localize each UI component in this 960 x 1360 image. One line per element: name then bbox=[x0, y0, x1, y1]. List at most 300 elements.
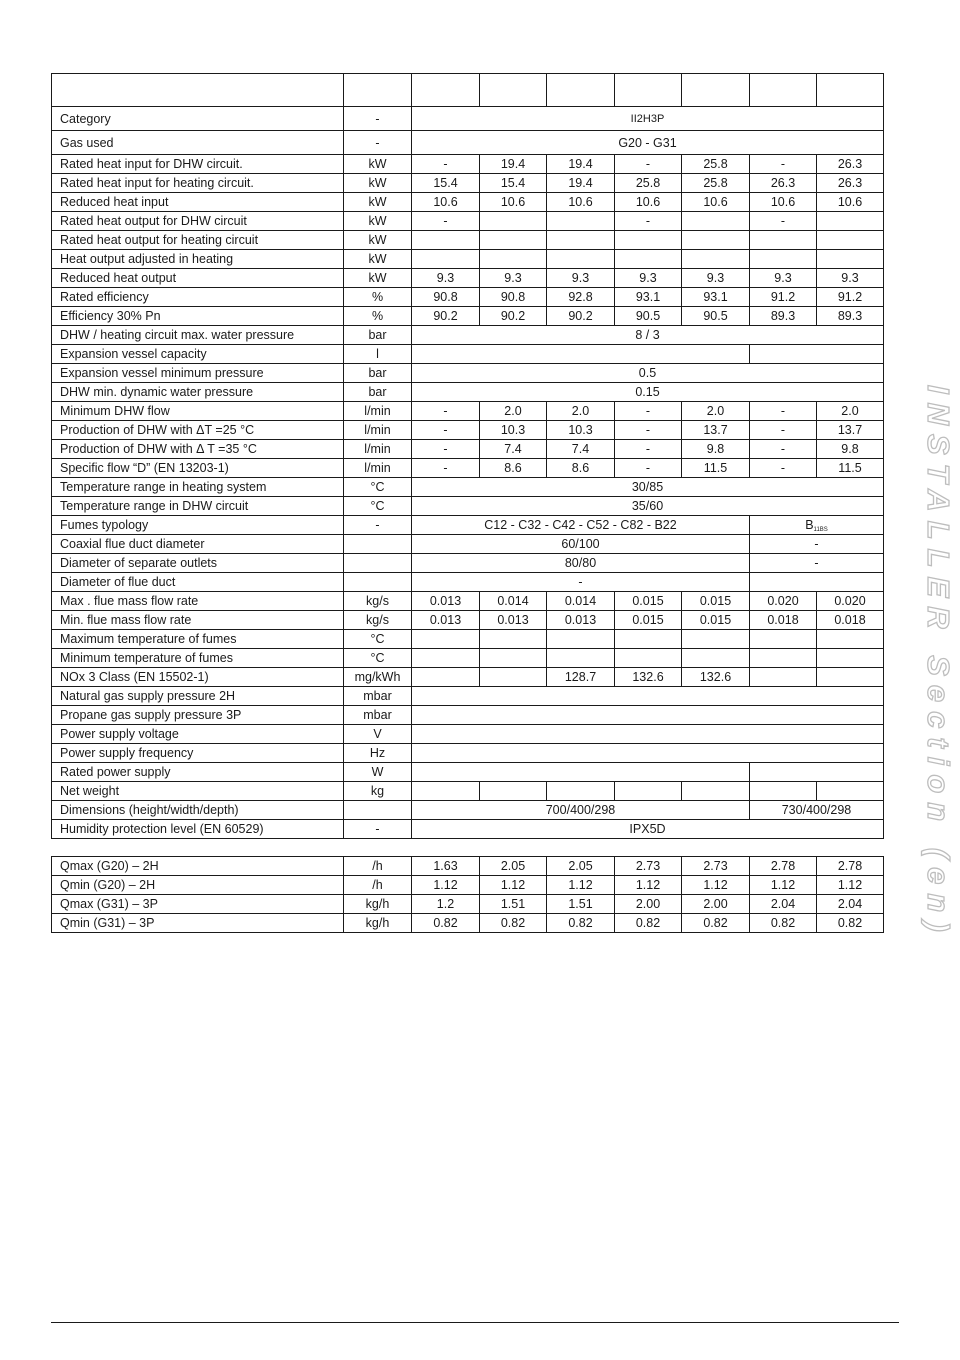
row-label: Reduced heat output bbox=[52, 269, 344, 288]
table-row bbox=[52, 611, 884, 630]
row-label: Expansion vessel capacity bbox=[52, 345, 344, 364]
value-cell: 0.013 bbox=[412, 611, 480, 630]
table-row bbox=[52, 402, 884, 421]
table-row bbox=[52, 725, 884, 744]
row-label: Maximum temperature of fumes bbox=[52, 630, 344, 649]
row-unit: /h bbox=[344, 876, 412, 895]
value-cell bbox=[817, 649, 884, 668]
value-cell: - bbox=[615, 421, 682, 440]
row-unit: - bbox=[344, 516, 412, 535]
row-label: Gas used bbox=[52, 131, 344, 155]
table-row bbox=[52, 516, 884, 535]
split-value-cell: - bbox=[412, 573, 750, 592]
row-label: Power supply voltage bbox=[52, 725, 344, 744]
row-unit: l/min bbox=[344, 440, 412, 459]
row-label: Min. flue mass flow rate bbox=[52, 611, 344, 630]
gas-consumption-table bbox=[51, 856, 884, 933]
value-cell: 19.4 bbox=[547, 174, 615, 193]
value-cell: - bbox=[412, 212, 480, 231]
row-unit: kg/s bbox=[344, 592, 412, 611]
value-cell: 0.013 bbox=[547, 611, 615, 630]
value-cell: 0.018 bbox=[750, 611, 817, 630]
value-cell bbox=[682, 212, 750, 231]
table-row bbox=[52, 497, 884, 516]
value-cell: 26.3 bbox=[750, 174, 817, 193]
value-cell: 19.4 bbox=[547, 155, 615, 174]
value-cell: 1.12 bbox=[817, 876, 884, 895]
value-cell bbox=[615, 250, 682, 269]
row-unit: kg/h bbox=[344, 914, 412, 933]
value-cell: 1.2 bbox=[412, 895, 480, 914]
header-cell bbox=[615, 74, 682, 107]
row-label: Minimum temperature of fumes bbox=[52, 649, 344, 668]
value-cell: 1.12 bbox=[682, 876, 750, 895]
table-row bbox=[52, 174, 884, 193]
row-label: DHW / heating circuit max. water pressure bbox=[52, 326, 344, 345]
header-cell bbox=[682, 74, 750, 107]
row-label: Qmin (G31) – 3P bbox=[52, 914, 344, 933]
value-cell bbox=[412, 250, 480, 269]
section-side-label bbox=[920, 385, 960, 985]
table-row bbox=[52, 706, 884, 725]
split-value-cell: B11BS bbox=[750, 516, 884, 535]
value-cell: 89.3 bbox=[817, 307, 884, 326]
row-unit: % bbox=[344, 307, 412, 326]
table-row bbox=[52, 250, 884, 269]
row-unit: - bbox=[344, 107, 412, 131]
value-cell: 132.6 bbox=[615, 668, 682, 687]
value-cell: - bbox=[412, 440, 480, 459]
row-label: Temperature range in heating system bbox=[52, 478, 344, 497]
value-cell: - bbox=[750, 459, 817, 478]
value-cell: 2.05 bbox=[480, 857, 547, 876]
span-value-cell: G20 - G31 bbox=[412, 131, 884, 155]
table-row bbox=[52, 592, 884, 611]
span-value-cell: IPX5D bbox=[412, 820, 884, 839]
value-cell: 0.015 bbox=[615, 611, 682, 630]
value-cell: 0.82 bbox=[480, 914, 547, 933]
row-label: Power supply frequency bbox=[52, 744, 344, 763]
row-unit: kW bbox=[344, 174, 412, 193]
value-cell bbox=[480, 250, 547, 269]
value-cell: 89.3 bbox=[750, 307, 817, 326]
value-cell: 10.6 bbox=[547, 193, 615, 212]
table-row bbox=[52, 131, 884, 155]
table-row bbox=[52, 269, 884, 288]
row-unit: /h bbox=[344, 857, 412, 876]
table-row bbox=[52, 193, 884, 212]
value-cell: 0.013 bbox=[412, 592, 480, 611]
value-cell: 8.6 bbox=[480, 459, 547, 478]
row-unit: kW bbox=[344, 231, 412, 250]
value-cell bbox=[750, 668, 817, 687]
value-cell: 10.3 bbox=[480, 421, 547, 440]
value-cell bbox=[412, 649, 480, 668]
table-row bbox=[52, 895, 884, 914]
row-label: Rated efficiency bbox=[52, 288, 344, 307]
value-cell bbox=[750, 630, 817, 649]
value-cell bbox=[817, 250, 884, 269]
row-unit: mbar bbox=[344, 687, 412, 706]
row-unit bbox=[344, 801, 412, 820]
value-cell: 0.82 bbox=[547, 914, 615, 933]
table-row bbox=[52, 383, 884, 402]
row-label: NOx 3 Class (EN 15502-1) bbox=[52, 668, 344, 687]
value-cell: 25.8 bbox=[682, 174, 750, 193]
value-cell: 11.5 bbox=[817, 459, 884, 478]
table-row bbox=[52, 744, 884, 763]
value-cell: 2.73 bbox=[682, 857, 750, 876]
value-cell: 2.0 bbox=[547, 402, 615, 421]
value-cell bbox=[412, 630, 480, 649]
value-cell: 2.0 bbox=[480, 402, 547, 421]
value-cell: 10.6 bbox=[480, 193, 547, 212]
table-row bbox=[52, 668, 884, 687]
row-label: Rated heat input for DHW circuit. bbox=[52, 155, 344, 174]
value-cell: 0.018 bbox=[817, 611, 884, 630]
span-value-cell: 0.15 bbox=[412, 383, 884, 402]
row-unit: °C bbox=[344, 478, 412, 497]
value-cell: 1.51 bbox=[547, 895, 615, 914]
row-label: Production of DHW with Δ T =35 °C bbox=[52, 440, 344, 459]
row-unit: kg bbox=[344, 782, 412, 801]
value-cell: 2.04 bbox=[817, 895, 884, 914]
value-cell: 10.6 bbox=[682, 193, 750, 212]
row-label: Dimensions (height/width/depth) bbox=[52, 801, 344, 820]
value-cell: 0.015 bbox=[682, 592, 750, 611]
value-cell bbox=[615, 782, 682, 801]
table-row bbox=[52, 440, 884, 459]
value-cell bbox=[480, 668, 547, 687]
row-label: Natural gas supply pressure 2H bbox=[52, 687, 344, 706]
split-value-cell: 730/400/298 bbox=[750, 801, 884, 820]
row-unit: V bbox=[344, 725, 412, 744]
value-cell: - bbox=[750, 421, 817, 440]
row-label: Expansion vessel minimum pressure bbox=[52, 364, 344, 383]
table-row bbox=[52, 687, 884, 706]
value-cell bbox=[480, 649, 547, 668]
value-cell: 9.8 bbox=[817, 440, 884, 459]
row-unit: W bbox=[344, 763, 412, 782]
value-cell: - bbox=[750, 155, 817, 174]
value-cell bbox=[412, 782, 480, 801]
row-label: Diameter of separate outlets bbox=[52, 554, 344, 573]
row-unit: kg/s bbox=[344, 611, 412, 630]
table-row bbox=[52, 649, 884, 668]
value-cell: - bbox=[412, 402, 480, 421]
value-cell bbox=[480, 231, 547, 250]
row-label: Specific flow “D” (EN 13203-1) bbox=[52, 459, 344, 478]
row-label: Rated heat output for DHW circuit bbox=[52, 212, 344, 231]
value-cell bbox=[682, 630, 750, 649]
value-cell: 1.63 bbox=[412, 857, 480, 876]
value-cell bbox=[412, 231, 480, 250]
row-label: Minimum DHW flow bbox=[52, 402, 344, 421]
value-cell bbox=[682, 231, 750, 250]
value-cell bbox=[547, 250, 615, 269]
value-cell: - bbox=[412, 459, 480, 478]
table-row bbox=[52, 876, 884, 895]
row-unit: - bbox=[344, 131, 412, 155]
value-cell bbox=[682, 250, 750, 269]
table-row bbox=[52, 345, 884, 364]
row-label: Reduced heat input bbox=[52, 193, 344, 212]
value-cell: 9.3 bbox=[412, 269, 480, 288]
value-cell: 26.3 bbox=[817, 155, 884, 174]
row-unit: bar bbox=[344, 364, 412, 383]
row-unit: °C bbox=[344, 630, 412, 649]
value-cell bbox=[480, 782, 547, 801]
span-value-cell: 35/60 bbox=[412, 497, 884, 516]
table-row bbox=[52, 914, 884, 933]
value-cell: - bbox=[615, 155, 682, 174]
value-cell: 0.82 bbox=[412, 914, 480, 933]
value-cell: 91.2 bbox=[817, 288, 884, 307]
span-value-cell: II2H3P bbox=[412, 107, 884, 131]
value-cell: 7.4 bbox=[547, 440, 615, 459]
value-cell bbox=[817, 231, 884, 250]
table-row bbox=[52, 231, 884, 250]
value-cell: 128.7 bbox=[547, 668, 615, 687]
split-value-cell bbox=[750, 573, 884, 592]
value-cell: 10.6 bbox=[750, 193, 817, 212]
value-cell: 10.6 bbox=[412, 193, 480, 212]
value-cell: 0.015 bbox=[682, 611, 750, 630]
value-cell: 0.82 bbox=[817, 914, 884, 933]
row-unit: l bbox=[344, 345, 412, 364]
table-row bbox=[52, 857, 884, 876]
table-row bbox=[52, 763, 884, 782]
value-cell: - bbox=[750, 402, 817, 421]
row-unit: °C bbox=[344, 649, 412, 668]
value-cell: 25.8 bbox=[682, 155, 750, 174]
table-row bbox=[52, 307, 884, 326]
value-cell: 90.8 bbox=[412, 288, 480, 307]
value-cell: 1.12 bbox=[750, 876, 817, 895]
table-row bbox=[52, 288, 884, 307]
span-value-cell bbox=[412, 744, 884, 763]
value-cell bbox=[480, 212, 547, 231]
value-cell: 13.7 bbox=[682, 421, 750, 440]
value-cell bbox=[615, 630, 682, 649]
header-cell bbox=[412, 74, 480, 107]
row-unit bbox=[344, 554, 412, 573]
span-value-cell: 0.5 bbox=[412, 364, 884, 383]
row-label: Rated power supply bbox=[52, 763, 344, 782]
split-value-cell: 700/400/298 bbox=[412, 801, 750, 820]
value-cell: 9.3 bbox=[682, 269, 750, 288]
value-cell bbox=[817, 630, 884, 649]
row-unit: mg/kWh bbox=[344, 668, 412, 687]
value-cell bbox=[682, 782, 750, 801]
table-header-row bbox=[52, 74, 884, 107]
value-cell: 0.020 bbox=[817, 592, 884, 611]
value-cell: 2.04 bbox=[750, 895, 817, 914]
value-cell: 2.73 bbox=[615, 857, 682, 876]
value-cell: 19.4 bbox=[480, 155, 547, 174]
value-cell: 1.12 bbox=[547, 876, 615, 895]
value-cell: 90.2 bbox=[547, 307, 615, 326]
value-cell: 9.3 bbox=[480, 269, 547, 288]
value-cell bbox=[547, 782, 615, 801]
value-cell: 7.4 bbox=[480, 440, 547, 459]
row-label: Max . flue mass flow rate bbox=[52, 592, 344, 611]
value-cell bbox=[750, 250, 817, 269]
row-label: Net weight bbox=[52, 782, 344, 801]
span-value-cell bbox=[412, 706, 884, 725]
value-cell: 2.0 bbox=[817, 402, 884, 421]
split-value-cell: - bbox=[750, 535, 884, 554]
value-cell bbox=[615, 231, 682, 250]
row-unit: l/min bbox=[344, 459, 412, 478]
row-unit: kW bbox=[344, 193, 412, 212]
value-cell bbox=[817, 212, 884, 231]
value-cell: 90.5 bbox=[615, 307, 682, 326]
row-label: Efficiency 30% Pn bbox=[52, 307, 344, 326]
value-cell: 2.78 bbox=[750, 857, 817, 876]
row-unit bbox=[344, 573, 412, 592]
row-label: Humidity protection level (EN 60529) bbox=[52, 820, 344, 839]
value-cell bbox=[412, 668, 480, 687]
value-cell: 13.7 bbox=[817, 421, 884, 440]
value-cell: 1.51 bbox=[480, 895, 547, 914]
value-cell: 9.8 bbox=[682, 440, 750, 459]
value-cell: 0.013 bbox=[480, 611, 547, 630]
value-cell: 2.05 bbox=[547, 857, 615, 876]
row-unit: bar bbox=[344, 326, 412, 345]
value-cell: 26.3 bbox=[817, 174, 884, 193]
span-value-cell: 8 / 3 bbox=[412, 326, 884, 345]
header-cell bbox=[547, 74, 615, 107]
row-unit: mbar bbox=[344, 706, 412, 725]
split-value-cell: 80/80 bbox=[412, 554, 750, 573]
value-cell bbox=[547, 212, 615, 231]
split-value-cell bbox=[750, 345, 884, 364]
value-cell: 93.1 bbox=[615, 288, 682, 307]
value-cell: 90.8 bbox=[480, 288, 547, 307]
header-cell bbox=[817, 74, 884, 107]
table-row bbox=[52, 801, 884, 820]
table-row bbox=[52, 421, 884, 440]
split-value-cell bbox=[412, 763, 750, 782]
value-cell: 15.4 bbox=[480, 174, 547, 193]
row-label: Qmin (G20) – 2H bbox=[52, 876, 344, 895]
table-row bbox=[52, 630, 884, 649]
row-unit: - bbox=[344, 820, 412, 839]
value-cell: - bbox=[750, 440, 817, 459]
value-cell: 2.0 bbox=[682, 402, 750, 421]
span-value-cell: 30/85 bbox=[412, 478, 884, 497]
value-cell: 10.6 bbox=[817, 193, 884, 212]
value-cell: 9.3 bbox=[547, 269, 615, 288]
row-label: Propane gas supply pressure 3P bbox=[52, 706, 344, 725]
value-cell: 2.78 bbox=[817, 857, 884, 876]
table-row bbox=[52, 820, 884, 839]
row-label: Heat output adjusted in heating bbox=[52, 250, 344, 269]
value-cell: - bbox=[615, 440, 682, 459]
value-cell bbox=[750, 649, 817, 668]
value-cell: 90.2 bbox=[480, 307, 547, 326]
value-cell: 93.1 bbox=[682, 288, 750, 307]
row-label: Rated heat output for heating circuit bbox=[52, 231, 344, 250]
table-row bbox=[52, 107, 884, 131]
value-cell: 9.3 bbox=[817, 269, 884, 288]
header-cell bbox=[750, 74, 817, 107]
row-unit: °C bbox=[344, 497, 412, 516]
split-value-cell bbox=[412, 345, 750, 364]
value-cell: 2.00 bbox=[682, 895, 750, 914]
value-cell bbox=[480, 630, 547, 649]
table-row bbox=[52, 554, 884, 573]
value-cell bbox=[817, 668, 884, 687]
row-label: Qmax (G20) – 2H bbox=[52, 857, 344, 876]
split-value-cell: C12 - C32 - C42 - C52 - C82 - B22 bbox=[412, 516, 750, 535]
value-cell: 90.2 bbox=[412, 307, 480, 326]
row-unit: kg/h bbox=[344, 895, 412, 914]
value-cell: 0.82 bbox=[750, 914, 817, 933]
value-cell: 9.3 bbox=[750, 269, 817, 288]
row-label: Diameter of flue duct bbox=[52, 573, 344, 592]
row-label: Rated heat input for heating circuit. bbox=[52, 174, 344, 193]
row-label: Fumes typology bbox=[52, 516, 344, 535]
header-cell bbox=[480, 74, 547, 107]
value-cell bbox=[817, 782, 884, 801]
value-cell: 10.6 bbox=[615, 193, 682, 212]
value-cell: 132.6 bbox=[682, 668, 750, 687]
row-label: DHW min. dynamic water pressure bbox=[52, 383, 344, 402]
row-unit: kW bbox=[344, 155, 412, 174]
value-cell: 92.8 bbox=[547, 288, 615, 307]
value-cell: 11.5 bbox=[682, 459, 750, 478]
value-cell: - bbox=[412, 155, 480, 174]
split-value-cell: 60/100 bbox=[412, 535, 750, 554]
row-label: Category bbox=[52, 107, 344, 131]
table-row bbox=[52, 155, 884, 174]
header-cell bbox=[52, 74, 344, 107]
value-cell bbox=[750, 782, 817, 801]
value-cell: 0.014 bbox=[547, 592, 615, 611]
value-cell bbox=[615, 649, 682, 668]
value-cell: 0.020 bbox=[750, 592, 817, 611]
technical-data-table bbox=[51, 73, 884, 839]
table-row bbox=[52, 459, 884, 478]
value-cell bbox=[547, 231, 615, 250]
value-cell: 0.82 bbox=[615, 914, 682, 933]
value-cell: - bbox=[615, 212, 682, 231]
row-unit: kW bbox=[344, 250, 412, 269]
table-row bbox=[52, 478, 884, 497]
row-label: Temperature range in DHW circuit bbox=[52, 497, 344, 516]
value-cell: 0.015 bbox=[615, 592, 682, 611]
value-cell: 10.3 bbox=[547, 421, 615, 440]
value-cell: 25.8 bbox=[615, 174, 682, 193]
value-cell bbox=[682, 649, 750, 668]
split-value-cell bbox=[750, 763, 884, 782]
row-label: Coaxial flue duct diameter bbox=[52, 535, 344, 554]
value-cell: - bbox=[615, 402, 682, 421]
value-cell: 90.5 bbox=[682, 307, 750, 326]
table-row bbox=[52, 326, 884, 345]
row-unit: l/min bbox=[344, 402, 412, 421]
header-cell bbox=[344, 74, 412, 107]
row-label: Production of DHW with ΔT =25 °C bbox=[52, 421, 344, 440]
value-cell: 1.12 bbox=[615, 876, 682, 895]
row-unit: kW bbox=[344, 212, 412, 231]
row-label: Qmax (G31) – 3P bbox=[52, 895, 344, 914]
value-cell bbox=[750, 231, 817, 250]
table-row bbox=[52, 364, 884, 383]
value-cell: - bbox=[615, 459, 682, 478]
